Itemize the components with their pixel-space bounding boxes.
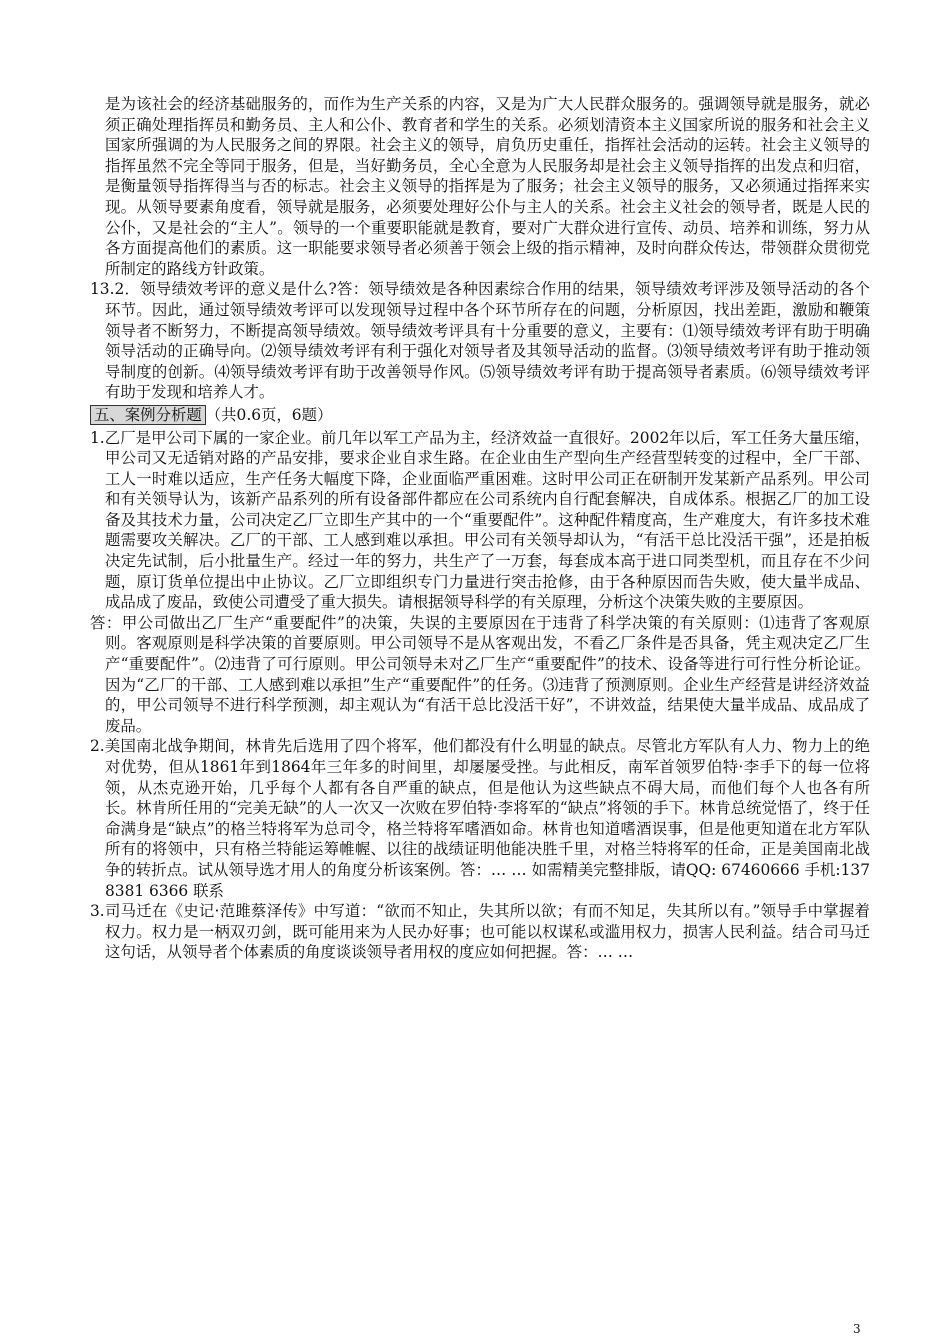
section-heading-box (90, 405, 206, 425)
case-1-answer: 答：甲公司做出乙厂生产“重要配件”的决策，失误的主要原因在于违背了科学决策的有关原则：⑴违背了客观原则。客观原则是科学决策的首要原则。甲公司领导不是从客观出发，不看乙厂条件是否具备，凭主观决定乙厂生产“重要配件”。⑵违背了可行原则。甲公司领导未对乙厂生产“重要配件”的技术、设备等进行可行性分析论证。因为“乙厂的干部、工人感到难以承担”生产“重要配件”的任务。⑶违背了预测原则。企业生产经营是讲经济效益的，甲公司领导不进行科学预测，却主观认为“有活干总比没活干好”，不讲效益，结果使大量半成品、成品成了废品。 (90, 613, 870, 735)
paragraph-intro: 是为该社会的经济基础服务的，而作为生产关系的内容，又是为广大人民群众服务的。强调领导就是服务，就必须正确处理指挥员和勤务员、主人和公仆、教育者和学生的关系。必须划清资本主义国家所说的服务和社会主义国家所强调的为人民服务之间的界限。社会主义的领导，肩负历史重任，指挥社会活动的运转。社会主义领导的指挥虽然不完全等同于服务，但是，当好勤务员，全心全意为人民服务却是社会主义领导指挥的出发点和归宿，是衡量领导指挥得当与否的标志。社会主义领导的指挥是为了服务；社会主义领导的服务，又必须通过指挥来实现。从领导要素角度看，领导就是服务，必须要处理好公仆与主人的关系。社会主义社会的领导者，既是人民的公仆，又是社会的“主人”。领导的一个重要职能就是教育，要对广大群众进行宣传、动员、培养和训练，努力从各方面提高他们的素质。这一职能要求领导者必须善于领会上级的指示精神，及时向群众传达，带领群众贯彻党所制定的路线方针政策。 (105, 95, 870, 278)
section-heading (90, 405, 870, 426)
section-note: （共0.6页，6题） (205, 405, 333, 424)
paragraph-question-13-2: 13.2．领导绩效考评的意义是什么?答：领导绩效是各种因素综合作用的结果，领导绩效考评涉及领导活动的各个环节。因此，通过领导绩效考评可以发现领导过程中各个环节所存在的问题，分析原因，找出差距，激励和鞭策领导者不断努力，不断提高领导绩效。领导绩效考评具有十分重要的意义，主要有：⑴领导绩效考评有助于明确领导活动的正确导向。⑵领导绩效考评有利于强化对领导者及其领导活动的监督。⑶领导绩效考评有助于推动领导制度的创新。⑷领导绩效考评有助于改善领导作风。⑸领导绩效考评有助于提高领导者素质。⑹领导绩效考评有助于发现和培养人才。 (90, 280, 870, 402)
case-2: 2.美国南北战争期间，林肯先后选用了四个将军，他们都没有什么明显的缺点。尽管北方军队有人力、物力上的绝对优势，但从1861年到1864年三年多的时间里，却屡屡受挫。与此相反，南军首领罗伯特·李手下的每一位将领，从杰克逊开始，几乎每个人都有各自严重的缺点，但是他认为这些缺点不碍大局，而他们每个人也各有所长。林肯所任用的“完美无缺”的人一次又一次败在罗伯特·李将军的“缺点”将领的手下。林肯总统觉悟了，终于任命满身是“缺点”的格兰特将军为总司令，格兰特将军嗜酒如命。林肯也知道嗜酒误事，但是他更知道在北方军队所有的将领中，只有格兰特能运筹帷幄、以往的战绩证明他能决胜千里，对格兰特将军的任命，正是美国南北战争的转折点。试从领导选才用人的角度分析该案例。答：… … 如需精美完整排版，请QQ: 67460666 手机:137 8381 6366 联系 (90, 737, 870, 900)
document-page (90, 94, 870, 963)
section-title: 五、案例分析题 (94, 405, 202, 424)
page-number: 3 (853, 1322, 861, 1336)
case-1-question: 1.乙厂是甲公司下属的一家企业。前几年以军工产品为主，经济效益一直很好。2002年以后，军工任务大量压缩，甲公司又无适销对路的产品安排，要求企业自求生路。在企业由生产型向生产经营型转变的过程中，全厂干部、工人一时难以适应，生产任务大幅度下降，企业面临严重困难。这时甲公司正在研制开发某新产品系列。甲公司和有关领导认为，该新产品系列的所有设备部件都应在公司系统内自行配套解决，自成体系。根据乙厂的加工设备及其技术力量，公司决定乙厂立即生产其中的一个“重要配件”。这种配件精度高，生产难度大，有许多技术难题需要攻关解决。乙厂的干部、工人感到难以承担。甲公司有关领导却认为，“有活干总比没活干强”，还是拍板决定先试制，后小批量生产。经过一年的努力，共生产了一万套，每套成本高于进口同类型机，而且存在不少问题，原订货单位提出中止协议。乙厂立即组织专门力量进行突击抢修，由于各种原因而告失败，使大量半成品、成品成了废品，致使公司遭受了重大损失。请根据领导科学的有关原理，分析这个决策失败的主要原因。 (90, 428, 870, 612)
case-3: 3.司马迁在《史记·范雎蔡泽传》中写道：“欲而不知止，失其所以欲；有而不知足，失其所以有。”领导手中掌握着权力。权力是一柄双刃剑，既可能用来为人民办好事；也可能以权谋私或滥用权力，损害人民利益。结合司马迁这句话，从领导者个体素质的角度谈谈领导者用权的度应如何把握。答：… … (90, 902, 870, 962)
